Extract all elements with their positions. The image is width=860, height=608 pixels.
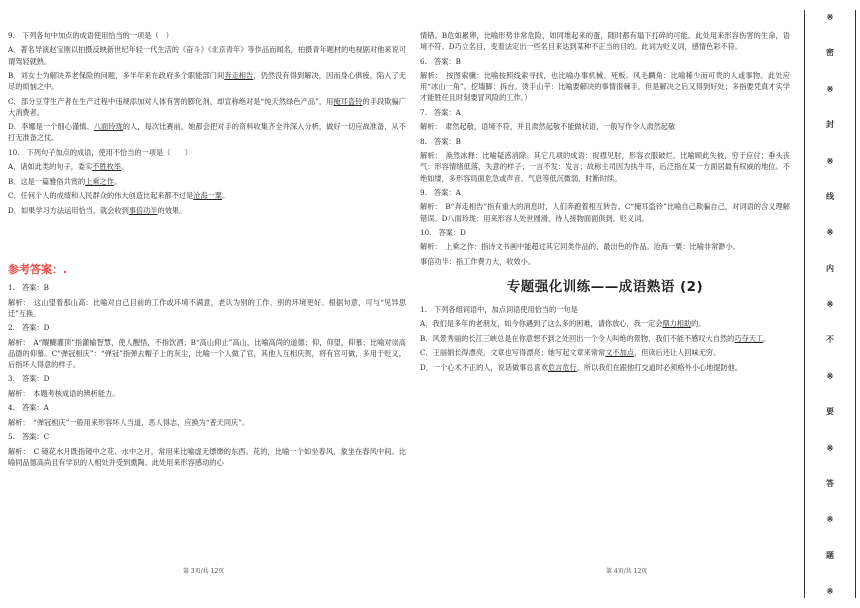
binding-char: ※	[826, 227, 834, 238]
explanation-7: 解析： 肃然起敬，语境不符，并且肃然起敬不能做状语，一般写作令人肃然起敬	[420, 122, 676, 132]
underlined-idiom: 掩耳盗铃	[333, 96, 363, 106]
question-10-option-c: C．任何个人的成绩和人民群众的伟大创造比起来都不过是沧海一粟。	[8, 191, 230, 201]
explanation-6: 解析： 按图索骥：比喻按照线索寻找，也比喻办事机械、死板。风毛麟角：比喻稀少而可贵的人或事物。此处应用“冰山一角”。挖墙脚：拆台。烫手山芋：比喻要解决的事情很棘手，但是解决之后又得到好处；多指要凭真才实学才能胜任且时刻要冒风险的工作。）	[420, 71, 790, 103]
underlined-idiom: 巧夺天工	[734, 333, 764, 343]
underlined-idiom: 上乘之作	[85, 176, 114, 186]
explanation-9: 解析： B“奔走相告”指有重大的消息时，人们奔跑着相互转告。C“掩耳盗铃”比喻自己欺骗自己，对词语的含义理解错误。D八面玲珑：用来形容人处世圆滑，待人接物面面俱到。贬义词。	[420, 202, 790, 223]
question-9-option-d: D．李娜是一个细心谨慎、八面玲珑的人，每次比赛前，她都会把对手的资料收集齐全并深入分析，做好一切应战准备，从不打无准备之仗。	[8, 122, 406, 143]
explanation-4: 解析： “弹冠相庆”一般用来形容坏人当道，恶人得志，应换为“普天同庆”。	[8, 417, 250, 427]
binding-char: ※	[826, 299, 834, 309]
answer-6: 6. 答案：B	[420, 56, 461, 66]
explanation-1: 解析： 这山望着那山高：比喻对自己目前的工作或环境不满意，老认为别的工作、别的环境更好。根据句意，可与“见异思迁”互换。	[8, 297, 406, 318]
question-9-option-b: B．刘女士为解决养老保险的问题，多半年来在政府多个职能部门间奔走相告，仍然没有得到解决，因而身心俱疲，陷入了无尽的烦恼之中。	[8, 71, 406, 92]
answer-2: 2. 答案：D	[8, 323, 50, 333]
answer-10: 10. 答案：D	[420, 228, 466, 238]
explanation-2: 解析： A“醍醐灌顶”指灌输智慧，使人醒悟，不指饮酒；B“高山仰止”高山，比喻高尚的道德；仰，仰望，仰慕；比喻对崇高品德的仰慕。C“弹冠相庆”：“弹冠”指弹去帽子上的灰尘，比喻一个人做了官，其他人互相庆贺，将有官可做，多用于贬义，后指坏人得意的样子。	[8, 337, 406, 370]
binding-char: ※	[826, 586, 834, 596]
binding-char: 线	[826, 190, 834, 201]
new-question-1-option-b: B．风景秀丽的长江三峡总是在你意想不到之处回出一个令人叫绝的景物，我们不能不感叹大自然的巧夺天工。	[420, 333, 771, 343]
binding-char: ※	[826, 442, 834, 453]
question-10-option-b: B．这是一篇雅俗共赏的上乘之作。	[8, 176, 122, 186]
binding-char: ※	[826, 155, 834, 166]
explanation-8: 解析： 涣然冰释：比喻疑惑消除。其它几项的成语：捉襟见肘，形容衣服破烂。比喻顾此失彼，穷于应付；垂头丧气：形容情绪低落，失意的样子；一言不发：发言；故称主司因为执牛耳，后泛指在某一方面居最有权威的地位。不绝如缕，多形容局面危急或声音、气息等低沉微弱、时断时续。	[420, 151, 790, 183]
question-9: 9. 下列各句中加点的成语使用恰当的一项是（ ）	[8, 31, 173, 40]
answer-3: 3. 答案：D	[8, 374, 50, 384]
underlined-idiom: 危言危行	[547, 362, 577, 372]
binding-char: 内	[826, 262, 834, 273]
question-10-option-d: D．如果学习方法运用恰当，就会收到事倍功半的效果。	[8, 205, 187, 215]
binding-char: 封	[826, 119, 834, 130]
explanation-10: 解析： 上乘之作：指诗文书画中能超过其它同类作品的、最出色的作品。沧海一粟：比喻非常渺小。	[420, 242, 740, 252]
underlined-idiom: 不胜枚举	[92, 162, 122, 172]
question-10: 10. 下列句子加点的成语，使用不恰当的一项是（ ）	[8, 147, 192, 157]
spacer	[8, 219, 406, 261]
underlined-idiom: 事倍功半	[128, 205, 158, 215]
binding-char: ※	[826, 12, 834, 22]
answer-7: 7. 答案：A	[420, 107, 461, 117]
underlined-idiom: 八面玲珑	[93, 122, 123, 132]
new-question-1: 1. 下列各组词语中，加点词语使用恰当的一句是	[420, 305, 578, 314]
answer-4: 4. 答案：A	[8, 403, 49, 413]
binding-char: ※	[826, 514, 834, 525]
binding-text-stack	[821, 12, 839, 596]
reference-answers-heading: 参考答案：.	[8, 263, 68, 277]
binding-char: 题	[826, 549, 834, 560]
question-9-option-c: C．部分豆芽生产者在生产过程中违规添加对人体有害的膨化剂，却宣称绝对是“纯天然绿色产品”，用掩耳盗铃的手段欺骗广大消费者。	[8, 96, 406, 117]
binding-line-right	[855, 10, 856, 598]
explanation-3: 解析： 本题考核成语的辨析能力。	[8, 388, 120, 398]
underlined-idiom: 沧海一粟	[193, 191, 222, 201]
question-9-option-a: A．著名导演赵宝刚以拍摄反映新世纪年轻一代生活的《奋斗》《北京青年》等作品而闻名，拍摄青年题材的电视剧对他来说可谓驾轻就熟。	[8, 45, 406, 66]
underlined-idiom: 鼎力相助	[662, 319, 692, 329]
explanation-5: 解析： C 镜花水月既指镜中之花、水中之月，常用来比喻虚无缥缈的东西。花的，比喻一个如坐春风，象坐在春风中间。比喻同品德高尚且有学识的人相处并受到熏陶。此处用来形容感动的心	[8, 446, 406, 467]
binding-char: ※	[826, 370, 834, 381]
answer-5: 5. 答案：C	[8, 432, 50, 442]
section-title: 专题强化训练——成语熟语 (2)	[506, 279, 704, 296]
binding-char: ※	[826, 83, 834, 94]
binding-char: 密	[826, 47, 834, 58]
binding-char: 答	[826, 477, 834, 488]
page-number-left: 第 3页/共 12页	[183, 568, 225, 575]
explanation-5-continued: 情错。B危如累卵，比喻形势非常危险，如同堆起来的蛋，随时都有塌下打碎的可能。此处用来形容伤害的生命，语境不符。D巧立名目，变着法定出一些名目来达到某种不正当的目的。此词为贬义词，感情色彩不符。	[420, 31, 790, 52]
new-question-1-option-a: A．我们是多年的老朋友，如今你遇到了这么多的困难，请你放心，我一定会鼎力相助的。	[420, 319, 706, 329]
left-column	[8, 30, 406, 471]
binding-char: 要	[826, 406, 834, 417]
answer-8: 8. 答案：B	[420, 136, 461, 146]
answer-9: 9. 答案：A	[420, 187, 461, 197]
binding-margin	[795, 0, 860, 608]
underlined-idiom: 奔走相告	[224, 71, 254, 81]
new-question-1-option-c: C．王丽娟长得漂亮，文章也写得漂亮；她写起文章来常常文不加点，但读后还让人回味无穷。	[420, 348, 721, 358]
underlined-idiom: 文不加点	[605, 348, 634, 358]
explanation-10-note: 事倍功半：指工作费力大，收效小。	[420, 256, 536, 266]
right-column	[420, 30, 790, 376]
new-question-1-option-d: D．一个心术不正的人，说话做事总喜欢危言危行，所以我们在跟他打交道时必须格外小心地提防他。	[420, 362, 743, 372]
answer-1: 1. 答案：B	[8, 283, 49, 293]
question-10-option-a: A．诸如此类的句子，委实不胜枚举。	[8, 162, 129, 172]
page-number-right: 第 4页/共 12页	[606, 568, 648, 575]
binding-char: 不	[826, 334, 834, 345]
binding-line-left	[804, 10, 805, 598]
